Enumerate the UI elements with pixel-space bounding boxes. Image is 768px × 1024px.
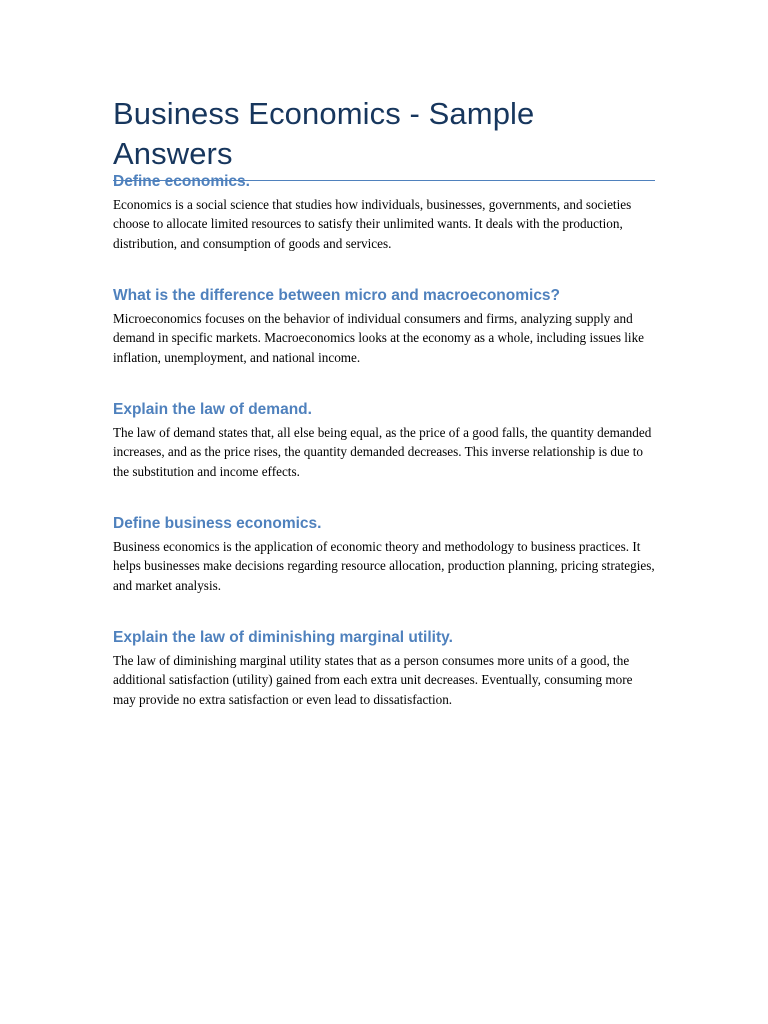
qa-section-diminishing-marginal-utility	[113, 628, 655, 709]
question-heading: What is the difference between micro and macroeconomics?	[113, 287, 561, 304]
answer-paragraph: The law of diminishing marginal utility states that as a person consumes more units of a good, the additional satisfaction (utility) gained from each extra unit decreases. Eventually, consuming more may provide no extra satisfaction or even lead to dissatisfaction.	[113, 653, 633, 707]
document-page	[113, 94, 655, 707]
answer-paragraph: Business economics is the application of economic theory and methodology to business practices. It helps businesses make decisions regarding resource allocation, production planning, pricing strategies, and market analysis.	[113, 539, 655, 593]
question-heading: Define business economics.	[113, 515, 322, 532]
question-heading: Explain the law of demand.	[113, 401, 312, 418]
answer-paragraph: The law of demand states that, all else being equal, as the price of a good falls, the quantity demanded increases, and as the price rises, the quantity demanded decreases. This inverse relationship is due to the substitution and income effects.	[113, 425, 652, 479]
question-heading: Explain the law of diminishing marginal utility.	[113, 629, 453, 646]
answer-paragraph: Economics is a social science that studies how individuals, businesses, governments, and societies choose to allocate limited resources to satisfy their unlimited wants. It deals with the production, distribution, and consumption of goods and services.	[113, 197, 632, 251]
qa-section-law-of-demand	[113, 400, 655, 481]
question-heading: Define economics.	[113, 173, 250, 190]
answer-paragraph: Microeconomics focuses on the behavior of individual consumers and firms, analyzing supply and demand in specific markets. Macroeconomics looks at the economy as a whole, including issues like inflation, unemployment, and national income.	[113, 311, 645, 365]
qa-section-define-economics	[113, 172, 655, 253]
qa-section-micro-vs-macro	[113, 286, 655, 367]
qa-section-business-economics	[113, 514, 655, 595]
document-title: Business Economics - Sample Answers	[113, 96, 535, 171]
